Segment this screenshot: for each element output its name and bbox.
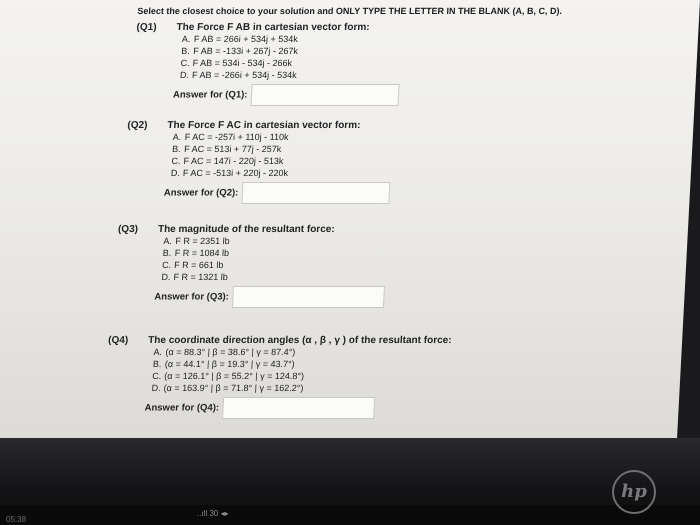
question-4-answer-input[interactable] [222, 397, 375, 419]
question-1-title [136, 22, 403, 33]
question-1-option-d: D. F AB = -266i + 534j - 534k [179, 70, 297, 80]
question-2-option-c: C. F AC = 147i - 220j - 513k [171, 156, 284, 166]
question-1-answer-input[interactable] [251, 84, 400, 106]
question-1-option-a: A. F AB = 266i + 534j + 534k [181, 34, 299, 44]
question-4-number: (Q4) [107, 335, 129, 346]
question-4-option-c: C. (α = 126.1° | β = 55.2° | γ = 124.8°) [152, 371, 305, 381]
question-4-text: The coordinate direction angles (α , β , γ ) of the resultant force: [147, 335, 452, 346]
question-2-answer-row [163, 182, 391, 204]
question-4-answer-label: Answer for (Q4): [144, 402, 220, 414]
question-1 [132, 22, 403, 106]
question-2-option-a: A. F AC = -257i + 110j - 110k [172, 132, 289, 142]
question-4-answer-row [144, 397, 449, 419]
bezel-bottom-strip [0, 505, 700, 525]
question-2-title [127, 120, 394, 131]
question-1-answer-label: Answer for (Q1): [172, 89, 248, 101]
question-1-option-b: B. F AB = -133i + 267j - 267k [181, 46, 299, 56]
question-4-option-a: A. (α = 88.3° | β = 38.6° | γ = 87.4°) [153, 347, 296, 357]
instructions-header: Select the closest choice to your solution and ONLY TYPE THE LETTER IN THE BLANK (A, B, C, D). [137, 6, 563, 16]
question-2-number: (Q2) [127, 120, 148, 131]
question-4-option-d: D. (α = 163.9° | β = 71.8° | γ = 162.2°) [151, 383, 304, 393]
hp-logo-icon: hp [612, 470, 656, 514]
question-3-option-a: A. F R = 2351 lb [163, 236, 230, 246]
question-3-text: The magnitude of the resultant force: [157, 224, 335, 235]
question-3-number: (Q3) [117, 224, 139, 235]
question-2-answer-input[interactable] [242, 182, 391, 204]
question-2-text: The Force F AC in cartesian vector form: [167, 120, 361, 131]
question-1-option-c: C. F AB = 534i - 534j - 266k [180, 58, 293, 68]
question-4 [104, 335, 452, 419]
question-2-option-d: D. F AC = -513i + 220j - 220k [170, 168, 289, 178]
question-3-option-d: D. F R = 1321 lb [161, 272, 229, 282]
question-1-text: The Force F AB in cartesian vector form: [176, 22, 370, 33]
question-3-option-b: B. F R = 1084 lb [162, 248, 230, 258]
question-1-answer-row [172, 84, 400, 106]
question-2-answer-label: Answer for (Q2): [163, 187, 239, 199]
question-3-answer-row [154, 286, 386, 308]
question-3-answer-label: Answer for (Q3): [154, 291, 230, 303]
question-3-title [118, 224, 389, 235]
question-4-option-b: B. (α = 44.1° | β = 19.3° | γ = 43.7°) [152, 359, 295, 369]
question-2-option-b: B. F AC = 513i + 77j - 257k [171, 144, 282, 154]
question-3 [114, 224, 389, 308]
phone-signal-status: ..ıll 30 ◂▸ [197, 509, 229, 518]
question-1-number: (Q1) [136, 22, 157, 33]
question-3-answer-input[interactable] [232, 286, 385, 308]
question-4-title [108, 335, 452, 346]
question-3-option-c: C. F R = 661 lb [161, 260, 224, 270]
question-2 [123, 120, 394, 204]
phone-clock: 05:38 [6, 515, 27, 524]
